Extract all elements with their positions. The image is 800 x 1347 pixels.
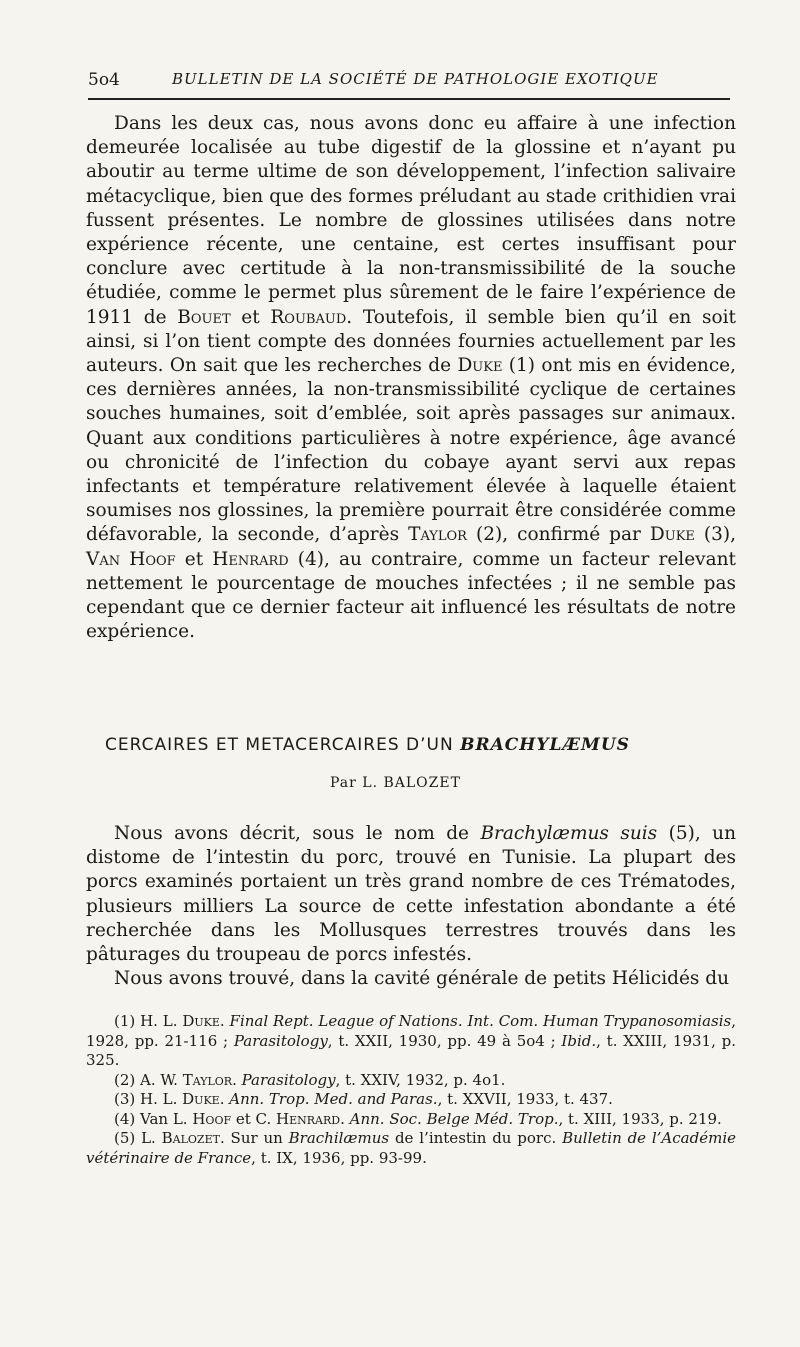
header-rule	[88, 98, 730, 100]
paragraph: Dans les deux cas, nous avons donc eu affaire à une infection demeurée localisée au tube digestif de la glossine et n’ayant pu aboutir au terme ultime de son développement, l’infection salivaire métacyclique, bien que des formes préludant au stade crithidien vrai fussent présentes. Le nombre de glossines utilisées dans notre expérience récente, une centaine, est certes insuffisant pour conclure avec certitude à la non-transmissibilité de la souche étudiée, comme le permet plus sûrement de le faire l’expérience de 1911 de Bouet et Roubaud. Toutefois, il semble bien qu’il en soit ainsi, si l’on tient compte des données fournies actuellement par les auteurs. On sait que les recherches de Duke (1) ont mis en évidence, ces dernières années, la non-transmissibilité cyclique de certaines souches humaines, soit d’emblée, soit après passages sur animaux. Quant aux conditions particulières à notre expérience, âge avancé ou chronicité de l’infection du cobaye ayant servi aux repas infectants et température relativement élevée à laquelle étaient soumises nos glossines, la première pourrait être considérée comme défavorable, la seconde, d’après Taylor (2), confirmé par Duke (3), Van Hoof et Henrard (4), au contraire, comme un facteur relevant nettement le pourcentage de mouches infectées ; il ne semble pas cependant que ce dernier facteur ait influencé les résultats de notre expérience.	[86, 113, 737, 643]
author-name: Bouet	[177, 306, 231, 328]
species-name: Brachylæmus suis	[480, 823, 658, 844]
page-header	[88, 70, 730, 94]
body-text-2	[86, 822, 736, 991]
paragraph: Nous avons trouvé, dans la cavité générale de petits Hélicidés du	[114, 968, 730, 990]
author-name: Duke	[457, 355, 503, 377]
author-name: Van Hoof	[86, 548, 176, 570]
footnotes	[86, 1012, 736, 1168]
footnote: (5) L. Balozet. Sur un Brachilæmus de l’intestin du porc. Bulletin de l’Académie vétérinaire de France, t. IX, 1936, pp. 93-99.	[86, 1129, 736, 1167]
section-title: CERCAIRES ET METACERCAIRES D’UN BRACHYLÆMUS	[105, 735, 630, 755]
paragraph: Nous avons décrit, sous le nom de Brachylæmus suis (5), un distome de l’intestin du porc, trouvé en Tunisie. La plupart des porcs examinés portaient un très grand nombre de ces Trématodes, plusieurs milliers La source de cette infestation abondante a été recherchée dans les Mollusques terrestres trouvés dans les pâturages du troupeau de porcs infestés.	[86, 823, 736, 966]
author-name: Roubaud	[270, 306, 347, 328]
author-name: Henrard	[212, 548, 289, 570]
footnote: (3) H. L. Duke. Ann. Trop. Med. and Paras., t. XXVII, 1933, t. 437.	[114, 1090, 613, 1108]
body-text-1	[86, 112, 736, 644]
author-name: Taylor	[408, 524, 467, 546]
footnote: (4) Van L. Hoof et C. Henrard. Ann. Soc. Belge Méd. Trop., t. XIII, 1933, p. 219.	[114, 1109, 722, 1128]
running-title: BULLETIN DE LA SOCIÉTÉ DE PATHOLOGIE EXOTIQUE	[172, 70, 659, 88]
byline: Par L. BALOZET	[330, 775, 461, 791]
footnote: (1) H. L. Duke. Final Rept. League of Nations. Int. Com. Human Trypanosomiasis, 1928, pp. 21-116 ; Parasitology, t. XXII, 1930, pp. 49 à 5o4 ; Ibid., t. XXIII, 1931, p. 325.	[86, 1012, 736, 1069]
page-number: 5o4	[88, 70, 120, 90]
footnote: (2) A. W. Taylor. Parasitology, t. XXIV, 1932, p. 4o1.	[114, 1070, 506, 1089]
author-name: Duke	[649, 524, 695, 546]
